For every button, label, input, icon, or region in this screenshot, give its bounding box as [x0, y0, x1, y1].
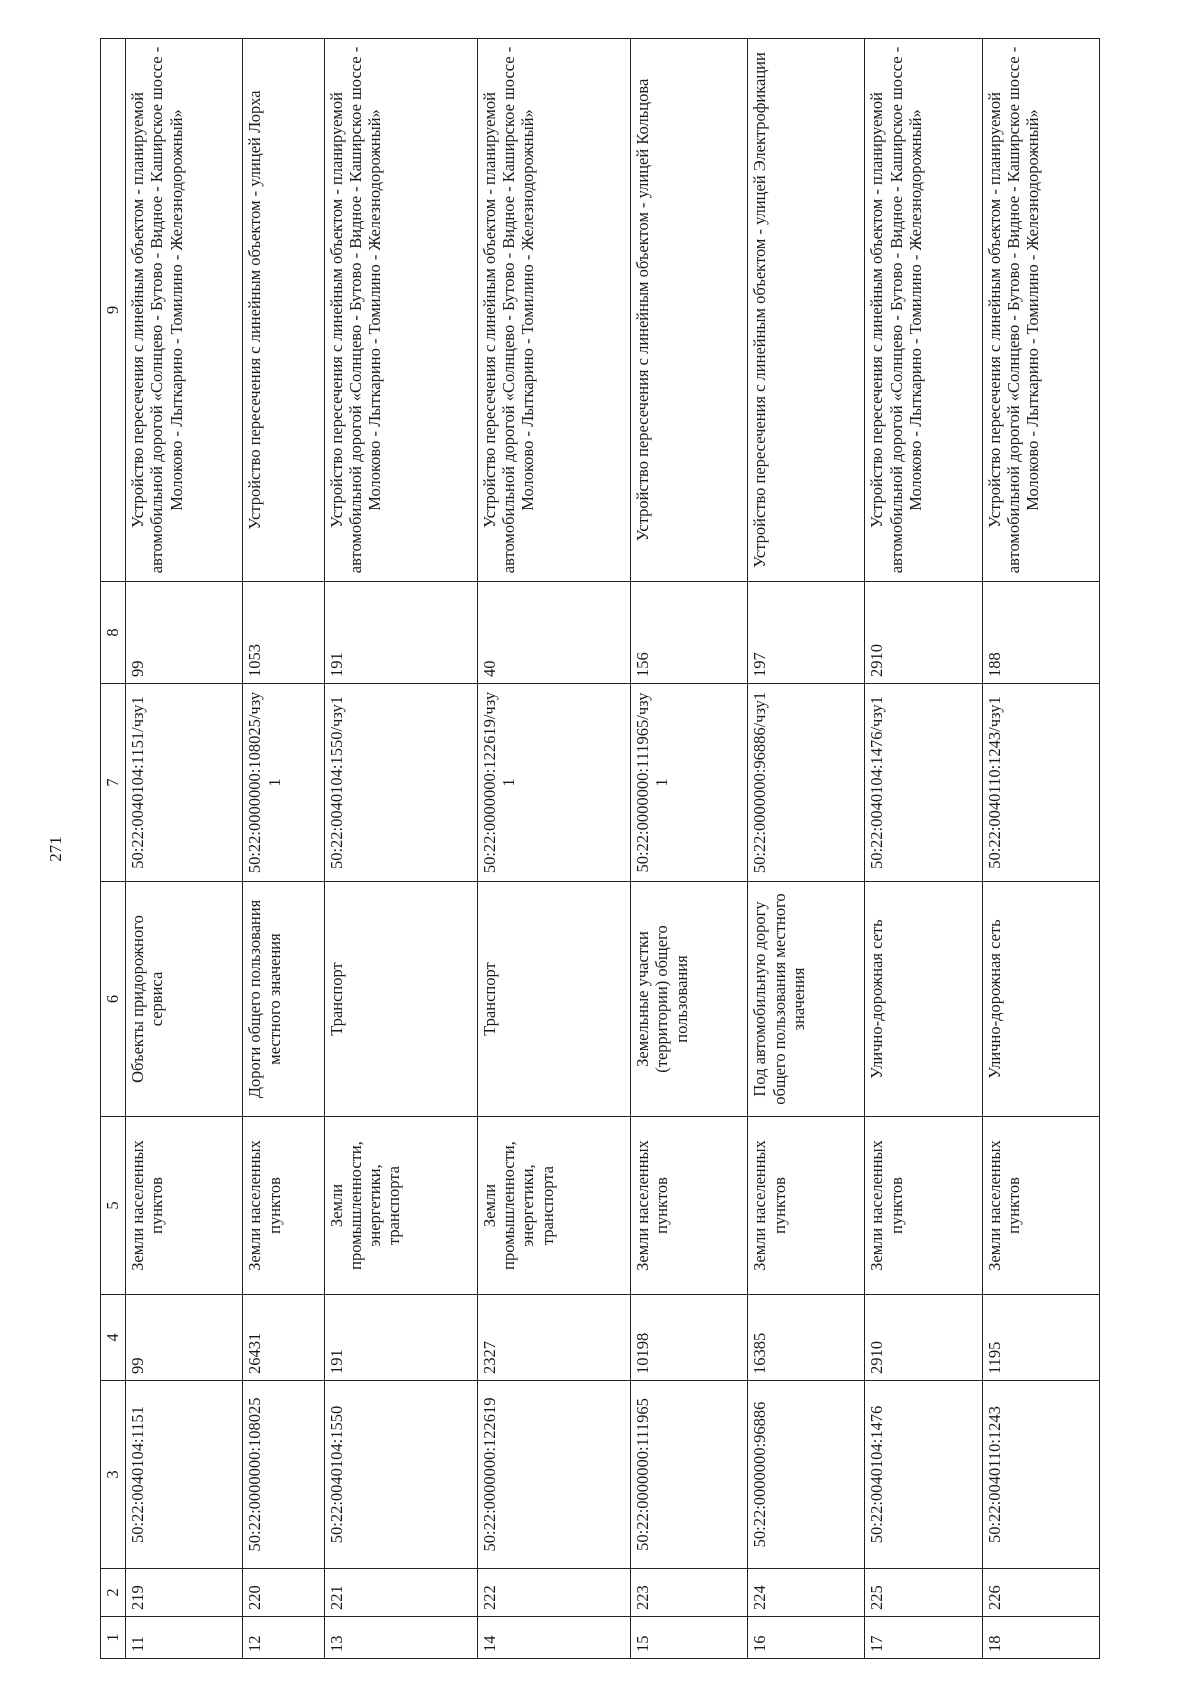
- plot-area: 99: [126, 1295, 243, 1381]
- header-cell: 4: [101, 1295, 126, 1381]
- purpose: Устройство пересечения с линейным объектом - планируемой автомобильной дорогой «Солнцево - Бутово - Видное - Каширское шоссе - Молоково - Лыткарино - Томилино - Железнодорожный»: [477, 39, 630, 582]
- permitted-use: Улично-дорожная сеть: [982, 882, 1099, 1117]
- part-cadastral-number: 50:22:0000000:108025/чзу1: [243, 684, 324, 882]
- table-row: [748, 39, 865, 1659]
- part-area: 2910: [865, 582, 982, 684]
- header-cell: 2: [101, 1569, 126, 1617]
- cadastral-number: 50:22:0000000:108025: [243, 1381, 324, 1569]
- plot-area: 26431: [243, 1295, 324, 1381]
- row-number: 13: [324, 1617, 477, 1659]
- header-cell: 5: [101, 1117, 126, 1295]
- row-number: 18: [982, 1617, 1099, 1659]
- plot-index: 223: [630, 1569, 747, 1617]
- land-category: Земли населенных пунктов: [126, 1117, 243, 1295]
- plot-area: 191: [324, 1295, 477, 1381]
- cadastral-number: 50:22:0000000:111965: [630, 1381, 747, 1569]
- cadastral-number: 50:22:0040104:1550: [324, 1381, 477, 1569]
- permitted-use: Транспорт: [477, 882, 630, 1117]
- permitted-use: Объекты придорожного сервиса: [126, 882, 243, 1117]
- plot-index: 219: [126, 1569, 243, 1617]
- row-number: 15: [630, 1617, 747, 1659]
- land-category: Земли населенных пунктов: [243, 1117, 324, 1295]
- land-category: Земли населенных пунктов: [982, 1117, 1099, 1295]
- table-row: [865, 39, 982, 1659]
- table-row: [630, 39, 747, 1659]
- cadastral-number: 50:22:0040110:1243: [982, 1381, 1099, 1569]
- header-cell: 9: [101, 39, 126, 582]
- part-cadastral-number: 50:22:0040104:1151/чзу1: [126, 684, 243, 882]
- permitted-use: Земельные участки (территории) общего пользования: [630, 882, 747, 1117]
- part-area: 40: [477, 582, 630, 684]
- cadastral-number: 50:22:0040104:1476: [865, 1381, 982, 1569]
- purpose: Устройство пересечения с линейным объектом - планируемой автомобильной дорогой «Солнцево - Бутово - Видное - Каширское шоссе - Молоково - Лыткарино - Томилино - Железнодорожный»: [324, 39, 477, 582]
- land-category: Земли промышленности, энергетики, транспорта: [477, 1117, 630, 1295]
- purpose: Устройство пересечения с линейным объектом - планируемой автомобильной дорогой «Солнцево - Бутово - Видное - Каширское шоссе - Молоково - Лыткарино - Томилино - Железнодорожный»: [982, 39, 1099, 582]
- row-number: 12: [243, 1617, 324, 1659]
- plot-area: 2327: [477, 1295, 630, 1381]
- table-row: [477, 39, 630, 1659]
- part-area: 99: [126, 582, 243, 684]
- plot-index: 226: [982, 1569, 1099, 1617]
- permitted-use: Дороги общего пользования местного значения: [243, 882, 324, 1117]
- land-category: Земли населенных пунктов: [748, 1117, 865, 1295]
- purpose: Устройство пересечения с линейным объектом - планируемой автомобильной дорогой «Солнцево - Бутово - Видное - Каширское шоссе - Молоково - Лыткарино - Томилино - Железнодорожный»: [865, 39, 982, 582]
- table-row: [324, 39, 477, 1659]
- page-number: 271: [46, 836, 65, 862]
- plot-area: 2910: [865, 1295, 982, 1381]
- land-category: Земли населенных пунктов: [630, 1117, 747, 1295]
- cadastral-number: 50:22:0000000:96886: [748, 1381, 865, 1569]
- cadastral-number: 50:22:0040104:1151: [126, 1381, 243, 1569]
- header-cell: 3: [101, 1381, 126, 1569]
- permitted-use: Под автомобильную дорогу общего пользования местного значения: [748, 882, 865, 1117]
- header-cell: 1: [101, 1617, 126, 1659]
- permitted-use: Улично-дорожная сеть: [865, 882, 982, 1117]
- part-cadastral-number: 50:22:0000000:96886/чзу1: [748, 684, 865, 882]
- header-cell: 7: [101, 684, 126, 882]
- cadastral-number: 50:22:0000000:122619: [477, 1381, 630, 1569]
- table-row: [982, 39, 1099, 1659]
- land-category: Земли промышленности, энергетики, транспорта: [324, 1117, 477, 1295]
- header-cell: 8: [101, 582, 126, 684]
- part-cadastral-number: 50:22:0040104:1476/чзу1: [865, 684, 982, 882]
- part-cadastral-number: 50:22:0040104:1550/чзу1: [324, 684, 477, 882]
- plot-index: 221: [324, 1569, 477, 1617]
- table-row: [126, 39, 243, 1659]
- header-row: [101, 39, 126, 1659]
- row-number: 11: [126, 1617, 243, 1659]
- part-area: 188: [982, 582, 1099, 684]
- purpose: Устройство пересечения с линейным объектом - улицей Кольцова: [630, 39, 747, 582]
- plot-area: 16385: [748, 1295, 865, 1381]
- row-number: 16: [748, 1617, 865, 1659]
- part-cadastral-number: 50:22:0040110:1243/чзу1: [982, 684, 1099, 882]
- purpose: Устройство пересечения с линейным объектом - улицей Лорха: [243, 39, 324, 582]
- land-plots-table: [100, 38, 1100, 1659]
- header-cell: 6: [101, 882, 126, 1117]
- land-category: Земли населенных пунктов: [865, 1117, 982, 1295]
- table-row: [243, 39, 324, 1659]
- row-number: 14: [477, 1617, 630, 1659]
- part-area: 1053: [243, 582, 324, 684]
- plot-index: 225: [865, 1569, 982, 1617]
- purpose: Устройство пересечения с линейным объектом - планируемой автомобильной дорогой «Солнцево - Бутово - Видное - Каширское шоссе - Молоково - Лыткарино - Томилино - Железнодорожный»: [126, 39, 243, 582]
- plot-index: 224: [748, 1569, 865, 1617]
- part-cadastral-number: 50:22:0000000:122619/чзу1: [477, 684, 630, 882]
- row-number: 17: [865, 1617, 982, 1659]
- part-area: 156: [630, 582, 747, 684]
- plot-index: 220: [243, 1569, 324, 1617]
- purpose: Устройство пересечения с линейным объектом - улицей Электрофикации: [748, 39, 865, 582]
- rotated-table-container: [100, 39, 1100, 1659]
- part-area: 197: [748, 582, 865, 684]
- plot-area: 10198: [630, 1295, 747, 1381]
- part-cadastral-number: 50:22:0000000:111965/чзу1: [630, 684, 747, 882]
- plot-area: 1195: [982, 1295, 1099, 1381]
- part-area: 191: [324, 582, 477, 684]
- plot-index: 222: [477, 1569, 630, 1617]
- permitted-use: Транспорт: [324, 882, 477, 1117]
